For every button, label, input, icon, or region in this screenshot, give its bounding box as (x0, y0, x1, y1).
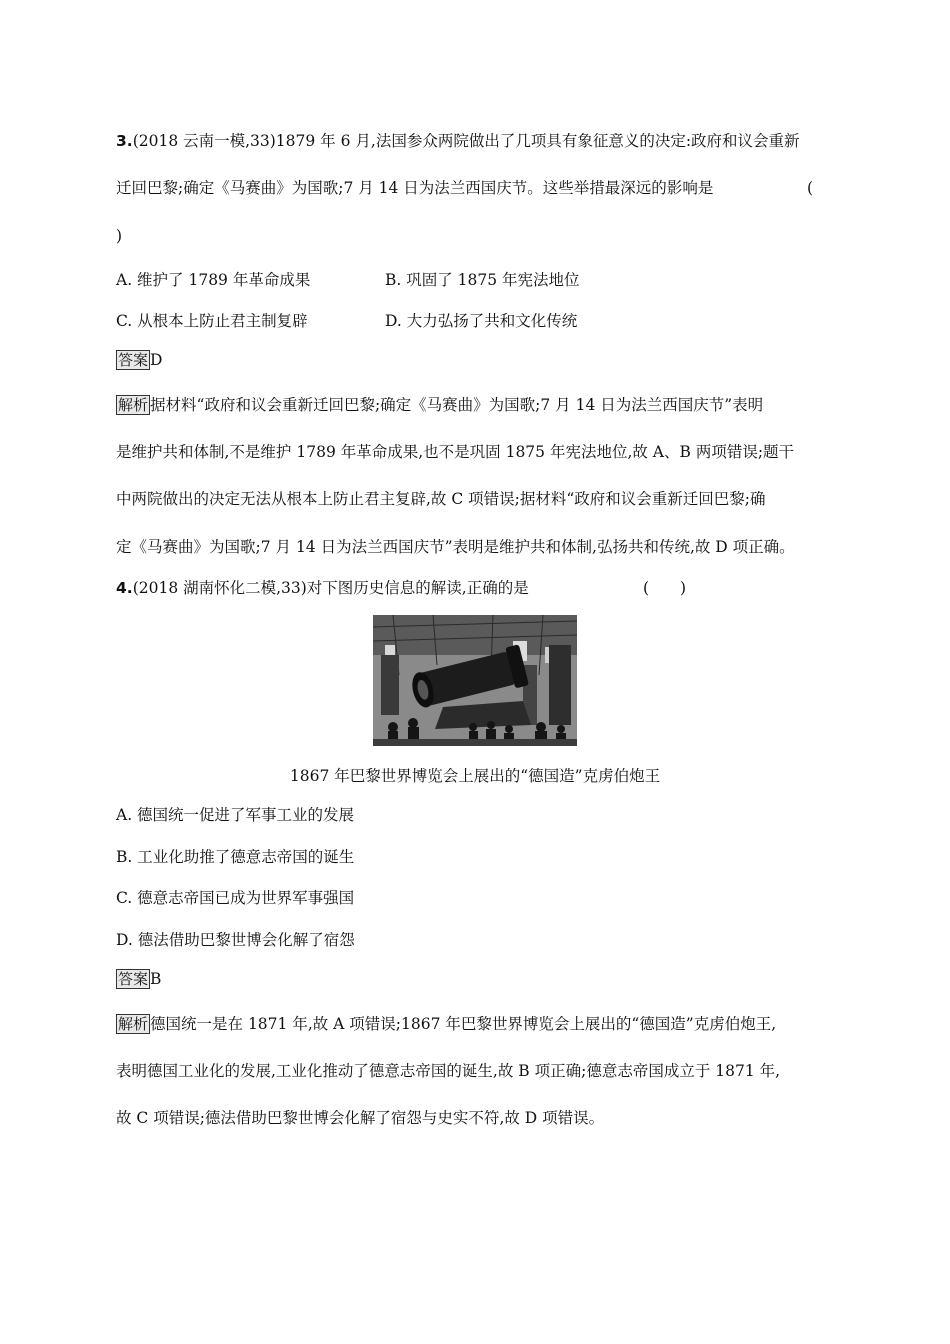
q4-answer-label: 答案 (118, 970, 149, 988)
cannon-illustration (373, 615, 577, 746)
q3-analysis-line2: 是维护共和体制,不是维护 1789 年革命成果,也不是巩固 1875 年宪法地位,故 A、B 两项错误;题干 (116, 443, 795, 461)
q4-option-c: C. 德意志帝国已成为世界军事强国 (116, 889, 355, 907)
q4-stem-text: (2018 湖南怀化二模,33)对下图历史信息的解读,正确的是 (132, 579, 529, 597)
q4-analysis-line1 (116, 1014, 776, 1034)
q4-stem (116, 578, 529, 598)
q3-analysis-label: 解析 (118, 396, 149, 414)
q3-option-d: D. 大力弘扬了共和文化传统 (385, 312, 578, 330)
q4-analysis-line2: 表明德国工业化的发展,工业化推动了德意志帝国的诞生,故 B 项正确;德意志帝国成立于 1871 年, (116, 1062, 781, 1080)
q4-option-d: D. 德法借助巴黎世博会化解了宿怨 (116, 931, 355, 949)
q4-answer-row (116, 969, 161, 989)
q3-answer-paren-open: ( (807, 179, 814, 197)
q3-stem-text1: (2018 云南一模,33)1879 年 6 月,法国参众两院做出了几项具有象征意义的决定:政府和议会重新 (132, 132, 800, 150)
q3-analysis-line1 (116, 395, 763, 415)
q3-number: 3. (116, 132, 133, 150)
q4-analysis-line3: 故 C 项错误;德法借助巴黎世博会化解了宿怨与史实不符,故 D 项错误。 (116, 1109, 605, 1127)
q3-analysis-line3: 中两院做出的决定无法从根本上防止君主复辟,故 C 项错误;据材料“政府和议会重新迁回巴黎;确 (116, 490, 766, 508)
q3-option-b: B. 巩固了 1875 年宪法地位 (385, 271, 580, 289)
q3-stem-line2: 迁回巴黎;确定《马赛曲》为国歌;7 月 14 日为法兰西国庆节。这些举措最深远的影响是 (116, 179, 714, 197)
q3-answer-paren-close: ) (116, 227, 123, 245)
q4-number: 4. (116, 579, 133, 597)
krupp-cannon-engraving (373, 615, 577, 746)
figure-caption: 1867 年巴黎世界博览会上展出的“德国造”克虏伯炮王 (289, 767, 661, 785)
q3-answer-value: D (150, 351, 163, 369)
q3-stem-line1 (116, 131, 800, 151)
q3-analysis-line4: 定《马赛曲》为国歌;7 月 14 日为法兰西国庆节”表明是维护共和体制,弘扬共和传统,故 D 项正确。 (116, 538, 795, 556)
q3-option-a: A. 维护了 1789 年革命成果 (116, 271, 311, 289)
q4-analysis-label: 解析 (118, 1015, 149, 1033)
q3-option-c: C. 从根本上防止君主制复辟 (116, 312, 308, 330)
q4-answer-paren: ( ) (643, 579, 687, 597)
q4-answer-value: B (150, 970, 162, 988)
q4-option-a: A. 德国统一促进了军事工业的发展 (116, 806, 355, 824)
q4-analysis-text1: 德国统一是在 1871 年,故 A 项错误;1867 年巴黎世界博览会上展出的“德国造”克虏伯炮王, (150, 1015, 777, 1033)
q3-analysis-text1: 据材料“政府和议会重新迁回巴黎;确定《马赛曲》为国歌;7 月 14 日为法兰西国庆节”表明 (150, 396, 764, 414)
q4-option-b: B. 工业化助推了德意志帝国的诞生 (116, 848, 355, 866)
q3-answer-row (116, 350, 162, 370)
q3-answer-label: 答案 (118, 351, 149, 369)
